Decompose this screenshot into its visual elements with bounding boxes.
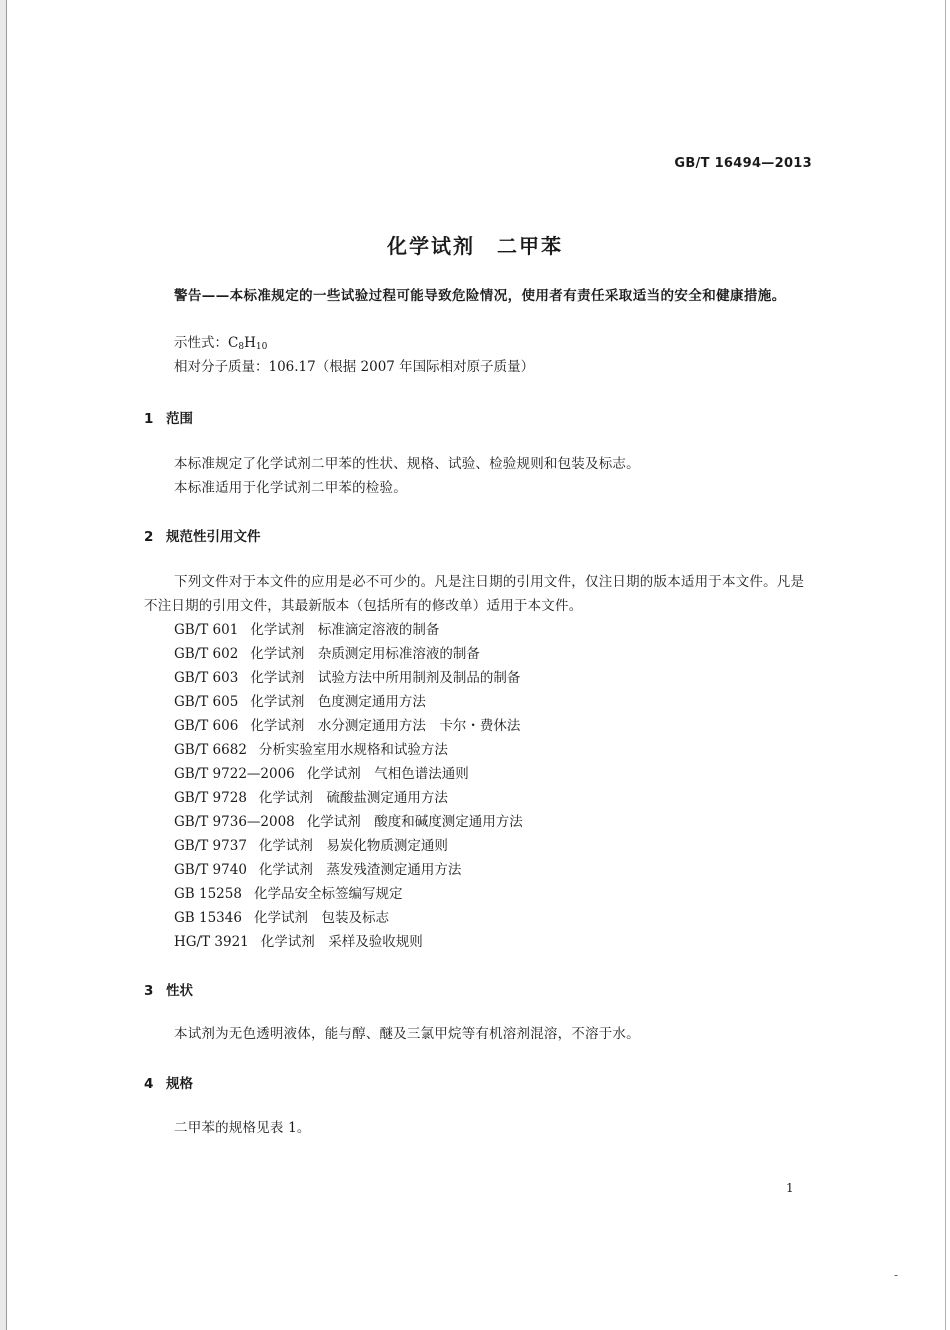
section-1-title: 范围 (166, 411, 193, 427)
reference-item (174, 714, 523, 738)
reference-code: GB/T 601 (174, 622, 239, 638)
reference-code: GB/T 6682 (174, 742, 247, 758)
section-4-heading (144, 1072, 193, 1092)
warning-text: 警告——本标准规定的一些试验过程可能导致危险情况，使用者有责任采取适当的安全和健康措施。 (174, 288, 786, 304)
section-1-para-1: 本标准规定了化学试剂二甲苯的性状、规格、试验、检验规则和包装及标志。 (174, 456, 640, 472)
reference-title: 化学试剂 色度测定通用方法 (250, 694, 426, 710)
reference-code: GB/T 9737 (174, 838, 247, 854)
reference-item (174, 690, 523, 714)
section-3-number: 3 (144, 983, 154, 999)
reference-title: 化学试剂 试验方法中所用制剂及制品的制备 (250, 670, 521, 686)
reference-title: 化学品安全标签编写规定 (253, 886, 403, 902)
reference-item (174, 762, 523, 786)
reference-title: 化学试剂 蒸发残渣测定通用方法 (258, 862, 462, 878)
reference-code: GB/T 9728 (174, 790, 247, 806)
section-2-intro: 下列文件对于本文件的应用是必不可少的。凡是注日期的引用文件，仅注日期的版本适用于本文件。凡是不注日期的引用文件，其最新版本（包括所有的修改单）适用于本文件。 (144, 574, 805, 614)
reference-code: HG/T 3921 (174, 934, 249, 950)
reference-item (174, 930, 523, 954)
formula-element-c: C (228, 335, 239, 351)
formula-sub-h: 10 (255, 342, 268, 352)
reference-item (174, 834, 523, 858)
title-part-2: 二甲苯 (497, 234, 563, 258)
formula-sub-c: 8 (238, 342, 245, 352)
reference-code: GB/T 602 (174, 646, 239, 662)
section-3-heading (144, 979, 193, 999)
scan-right-border (945, 0, 946, 1330)
formula-label: 示性式： (174, 335, 228, 351)
reference-code: GB/T 605 (174, 694, 239, 710)
reference-code: GB 15346 (174, 910, 242, 926)
reference-code: GB 15258 (174, 886, 242, 902)
section-2-title: 规范性引用文件 (166, 529, 261, 545)
reference-title: 化学试剂 标准滴定溶液的制备 (250, 622, 440, 638)
reference-title: 分析实验室用水规格和试验方法 (258, 742, 448, 758)
reference-item (174, 786, 523, 810)
reference-item (174, 642, 523, 666)
standard-code: GB/T 16494—2013 (674, 156, 812, 171)
reference-title: 化学试剂 酸度和碱度测定通用方法 (306, 814, 523, 830)
reference-title: 化学试剂 硫酸盐测定通用方法 (258, 790, 448, 806)
section-1-heading (144, 407, 193, 427)
reference-title: 化学试剂 杂质测定用标准溶液的制备 (250, 646, 480, 662)
formula-element-h: H (244, 335, 256, 351)
reference-item (174, 666, 523, 690)
reference-title: 化学试剂 气相色谱法通则 (306, 766, 469, 782)
scan-left-border (6, 0, 7, 1330)
title-part-1: 化学试剂 (387, 234, 475, 258)
page-number: 1 (786, 1181, 794, 1195)
reference-code: GB/T 606 (174, 718, 239, 734)
section-4-number: 4 (144, 1076, 154, 1092)
reference-item (174, 738, 523, 762)
section-1-number: 1 (144, 411, 154, 427)
molar-mass: 相对分子质量：106.17（根据 2007 年国际相对原子质量） (174, 359, 535, 375)
section-1-para-2: 本标准适用于化学试剂二甲苯的检验。 (174, 480, 407, 496)
formula-line (174, 333, 267, 357)
reference-code: GB/T 9722—2006 (174, 766, 295, 782)
reference-title: 化学试剂 包装及标志 (253, 910, 389, 926)
section-2-heading (144, 525, 261, 545)
page-title (0, 230, 950, 259)
reference-item (174, 858, 523, 882)
reference-item (174, 618, 523, 642)
reference-title: 化学试剂 采样及验收规则 (260, 934, 423, 950)
reference-title: 化学试剂 易炭化物质测定通则 (258, 838, 448, 854)
reference-code: GB/T 9740 (174, 862, 247, 878)
reference-code: GB/T 603 (174, 670, 239, 686)
reference-item (174, 906, 523, 930)
section-2-number: 2 (144, 529, 154, 545)
reference-title: 化学试剂 水分测定通用方法 卡尔・费休法 (250, 718, 521, 734)
section-4-title: 规格 (166, 1076, 193, 1092)
section-3-para-1: 本试剂为无色透明液体，能与醇、醚及三氯甲烷等有机溶剂混溶，不溶于水。 (174, 1026, 640, 1042)
reference-list (174, 618, 523, 954)
reference-code: GB/T 9736—2008 (174, 814, 295, 830)
reference-item (174, 882, 523, 906)
corner-mark: - (894, 1268, 899, 1282)
section-4-para-1: 二甲苯的规格见表 1。 (174, 1120, 311, 1136)
section-3-title: 性状 (166, 983, 193, 999)
reference-item (174, 810, 523, 834)
